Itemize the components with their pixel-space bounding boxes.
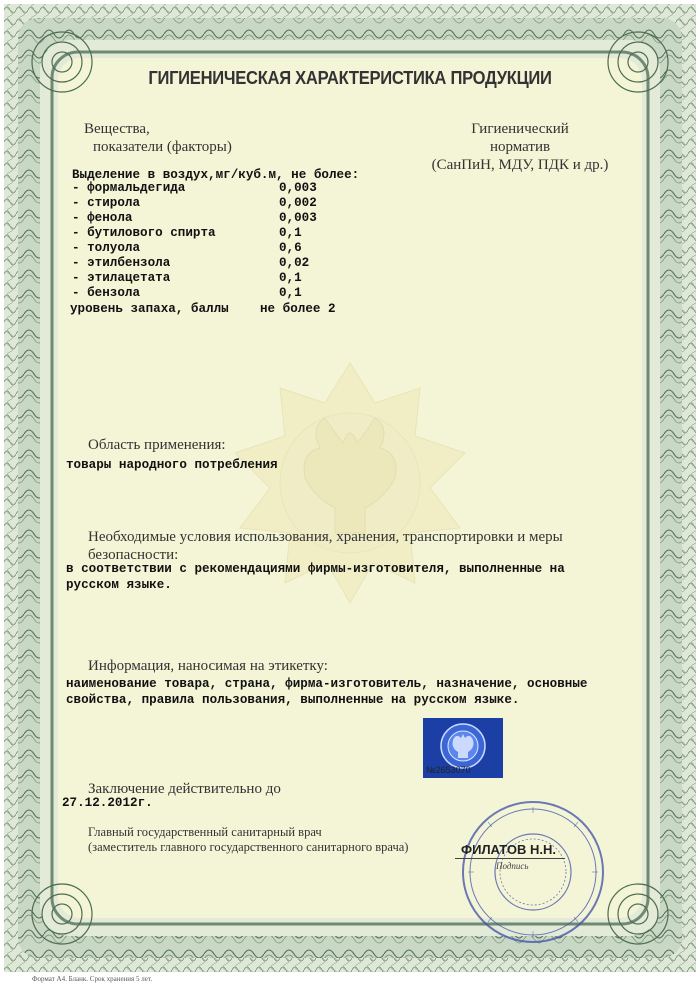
label-info-value-line-2: свойства, правила пользования, выполненные на русском языке. bbox=[66, 693, 520, 707]
signature-caption: Подпись bbox=[496, 861, 529, 871]
conditions-label-line-1: Необходимые условия использования, хранения, транспортировки и меры bbox=[88, 529, 563, 545]
conditions-value-line-2: русском языке. bbox=[66, 578, 172, 592]
validity-label: Заключение действительно до bbox=[88, 781, 281, 797]
official-stamp bbox=[458, 797, 608, 947]
page-title: ГИГИЕНИЧЕСКАЯ ХАРАКТЕРИСТИКА ПРОДУКЦИИ bbox=[148, 68, 552, 88]
odor-value: не более 2 bbox=[260, 302, 336, 316]
validity-date: 27.12.2012г. bbox=[62, 796, 153, 810]
right-header-line-1: Гигиенический bbox=[471, 121, 569, 137]
hologram-number: №2653070 bbox=[426, 765, 471, 775]
emission-heading: Выделение в воздух,мг/куб.м, не более: bbox=[72, 168, 360, 182]
signer-title-line-2: (заместитель главного государственного санитарного врача) bbox=[88, 840, 409, 854]
substance-name: - стирола bbox=[72, 196, 141, 210]
substance-value: 0,003 bbox=[279, 211, 317, 225]
scope-value: товары народного потребления bbox=[66, 458, 278, 472]
substance-name: - этилацетата bbox=[72, 271, 171, 285]
odor-label: уровень запаха, баллы bbox=[70, 302, 229, 316]
left-header-line-2: показатели (факторы) bbox=[93, 139, 232, 155]
right-header-line-2: норматив bbox=[489, 139, 551, 155]
substance-value: 0,1 bbox=[279, 286, 302, 300]
footer-note: Формат А4. Бланк. Срок хранения 5 лет. bbox=[32, 975, 153, 983]
label-info-value-line-1: наименование товара, страна, фирма-изготовитель, назначение, основные bbox=[66, 677, 588, 691]
conditions-value-line-1: в соответствии с рекомендациями фирмы-изготовителя, выполненные на bbox=[66, 562, 565, 576]
signer-title-line-1: Главный государственный санитарный врач bbox=[88, 825, 322, 839]
conditions-label-line-2: безопасности: bbox=[88, 547, 179, 563]
right-header-line-3: (СанПиН, МДУ, ПДК и др.) bbox=[431, 157, 609, 173]
substance-name: - формальдегида bbox=[72, 181, 186, 195]
left-header-line-1: Вещества, bbox=[84, 121, 150, 137]
substance-value: 0,002 bbox=[279, 196, 317, 210]
substance-name: - фенола bbox=[72, 211, 133, 225]
substance-value: 0,02 bbox=[279, 256, 310, 270]
scope-label: Область применения: bbox=[88, 437, 226, 453]
label-info-label: Информация, наносимая на этикетку: bbox=[88, 658, 328, 674]
substance-name: - бутилового спирта bbox=[72, 226, 216, 240]
signer-name: ФИЛАТОВ Н.Н. bbox=[461, 842, 557, 857]
substance-value: 0,1 bbox=[279, 271, 302, 285]
signature-line bbox=[455, 858, 565, 859]
substance-name: - этилбензола bbox=[72, 256, 171, 270]
substance-name: - толуола bbox=[72, 241, 141, 255]
substance-value: 0,1 bbox=[279, 226, 302, 240]
substance-name: - бензола bbox=[72, 286, 141, 300]
substance-value: 0,003 bbox=[279, 181, 317, 195]
substance-value: 0,6 bbox=[279, 241, 302, 255]
